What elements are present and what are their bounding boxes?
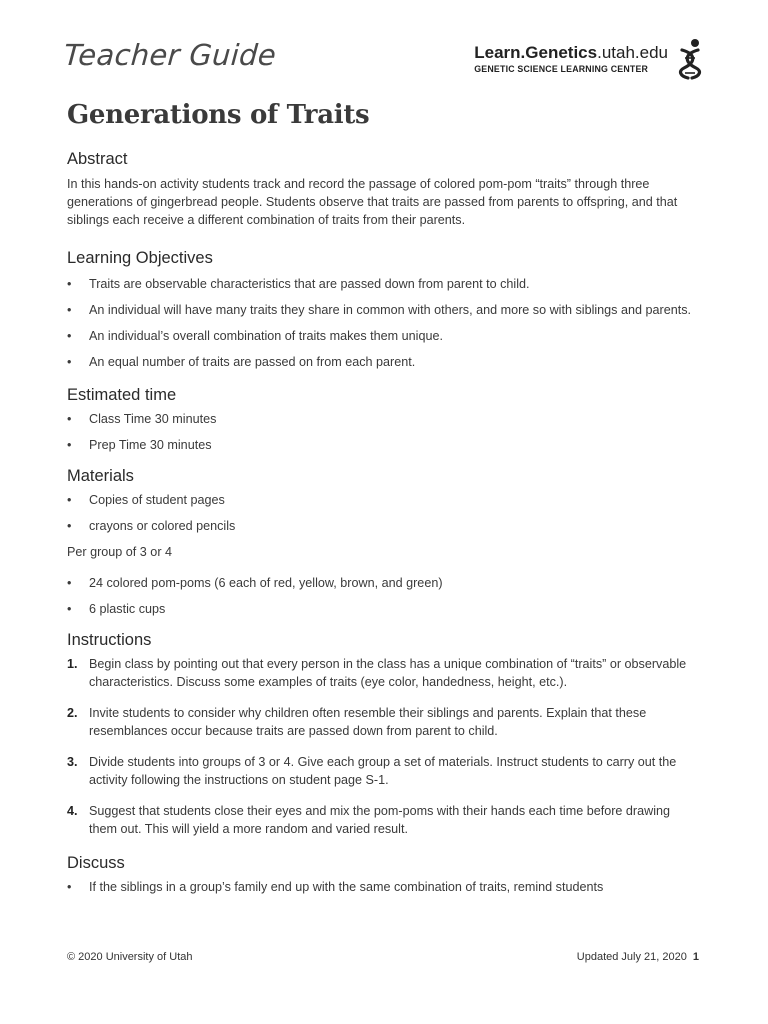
discuss-list — [67, 878, 701, 896]
list-item: 3. Divide students into groups of 3 or 4. Give each group a set of materials. Instruct students to carry out the activity following the instructions on student page S-1. — [67, 755, 677, 787]
list-item: 1. Begin class by pointing out that every person in the class has a unique combination of “traits” or observable characteristics. Discuss some examples of traits (eye color, handedness, height, etc.). — [67, 657, 687, 689]
footer-meta — [577, 951, 699, 963]
logo-subtitle: GENETIC SCIENCE LEARNING CENTER — [474, 64, 649, 74]
page-number: 1 — [692, 951, 699, 963]
logo-learn-text: Learn.Genetics — [474, 43, 598, 62]
document-title: Generations of Traits — [67, 100, 370, 130]
bullet-icon: • — [67, 880, 72, 894]
materials-heading: Materials — [67, 467, 134, 485]
list-item: • Traits are observable characteristics that are passed down from parent to child. — [67, 277, 530, 291]
copyright-text: © 2020 University of Utah — [67, 951, 193, 963]
time-list — [67, 410, 701, 454]
bullet-icon: • — [67, 576, 72, 590]
guide-label: Teacher Guide — [62, 38, 278, 72]
discuss-heading: Discuss — [67, 854, 125, 872]
list-item: • If the siblings in a group’s family end up with the same combination of traits, remind students — [67, 880, 604, 894]
group-label: Per group of 3 or 4 — [67, 545, 173, 559]
objectives-heading: Learning Objectives — [67, 249, 213, 267]
objectives-section — [67, 249, 701, 371]
time-heading: Estimated time — [67, 386, 177, 404]
list-item: • 24 colored pom-poms (6 each of red, yellow, brown, and green) — [67, 576, 443, 590]
list-item: • Class Time 30 minutes — [67, 412, 217, 426]
abstract-heading: Abstract — [67, 150, 128, 168]
list-item: • An individual will have many traits they share in common with others, and more so with siblings and parents. — [67, 303, 691, 317]
group-materials-list — [67, 574, 701, 618]
dna-figure-icon — [676, 38, 704, 80]
bullet-icon: • — [67, 519, 72, 533]
bullet-icon: • — [67, 438, 72, 452]
abstract-text: In this hands-on activity students track and record the passage of colored pom-pom “traits” through three generations of gingerbread people. Students observe that traits are passed from parents to offspring, and that siblings each receive a different combination of traits from their parents. — [67, 177, 678, 227]
materials-list — [67, 491, 701, 535]
bullet-icon: • — [67, 355, 72, 369]
list-item: • Prep Time 30 minutes — [67, 438, 212, 452]
instructions-list — [67, 655, 701, 838]
materials-section — [67, 467, 701, 618]
time-section — [67, 386, 701, 454]
bullet-icon: • — [67, 602, 72, 616]
list-item: • An individual’s overall combination of traits makes them unique. — [67, 329, 443, 343]
list-item: • crayons or colored pencils — [67, 519, 236, 533]
instructions-section — [67, 631, 701, 838]
objectives-list — [67, 275, 701, 371]
logo-domain-text: .utah.edu — [597, 43, 668, 62]
bullet-icon: • — [67, 329, 72, 343]
list-item: 4. Suggest that students close their eyes and mix the pom-poms with their hands each time before drawing them out. This will yield a more random and varied result. — [67, 804, 671, 836]
list-item: • An equal number of traits are passed on from each parent. — [67, 355, 416, 369]
discuss-section — [67, 854, 701, 896]
bullet-icon: • — [67, 493, 72, 507]
bullet-icon: • — [67, 303, 72, 317]
updated-date: Updated July 21, 2020 — [576, 951, 687, 963]
bullet-icon: • — [67, 277, 72, 291]
list-item: 2. Invite students to consider why children often resemble their siblings and parents. Explain that these resemblances occur because traits are passed down from parent to child. — [67, 706, 647, 738]
site-logo[interactable] — [474, 38, 704, 80]
list-item: • Copies of student pages — [67, 493, 225, 507]
document-body — [67, 150, 701, 896]
list-item: • 6 plastic cups — [67, 602, 166, 616]
abstract-section — [67, 150, 701, 229]
bullet-icon: • — [67, 412, 72, 426]
instructions-heading: Instructions — [67, 631, 152, 649]
